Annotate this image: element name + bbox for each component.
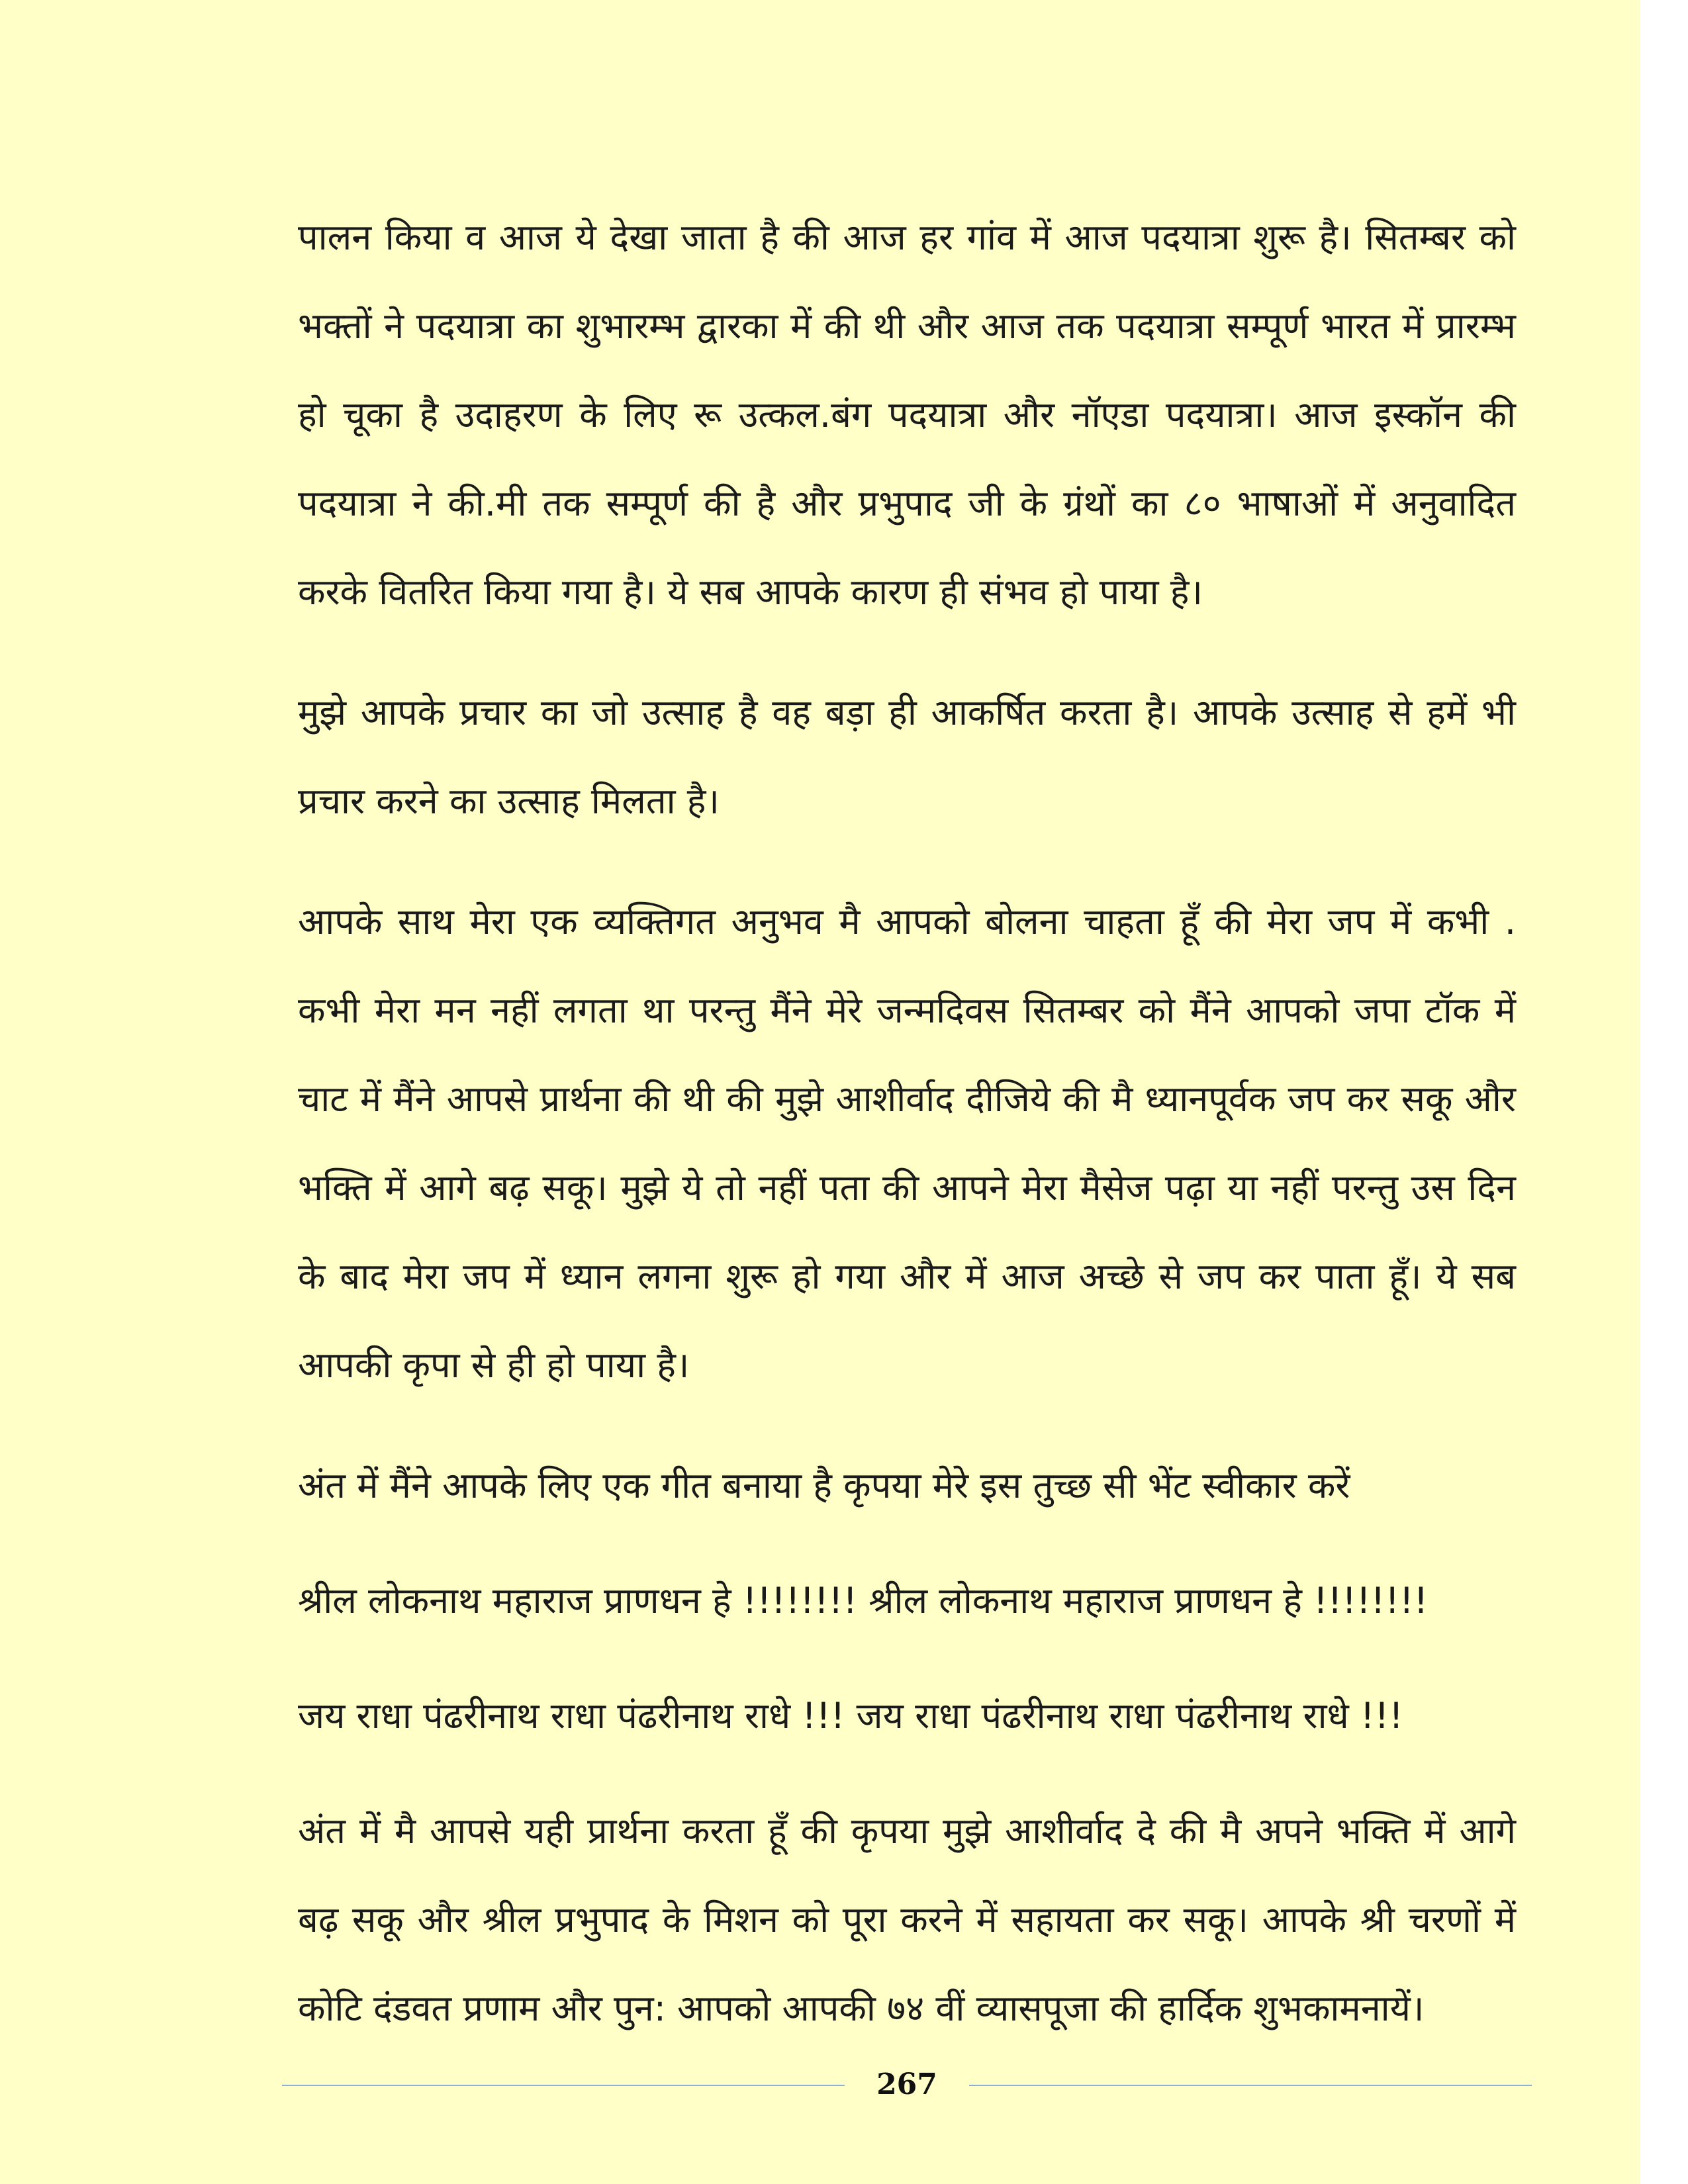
body-text [298, 193, 1516, 2085]
song-line-2: जय राधा पंढरीनाथ राधा पंढरीनाथ राधे !!! जय राधा पंढरीनाथ राधा पंढरीनाथ राधे !!! [298, 1695, 1403, 1737]
footer-rule-right [969, 2085, 1532, 2086]
page-footer [282, 2068, 1532, 2101]
paragraph-closing-prayer: अंत में मै आपसे यही प्रार्थना करता हूँ की कृपया मुझे आशीर्वाद दे की मै अपने भक्ति में आगे बढ़ सकू और श्रील प्रभुपाद के मिशन को पूरा करने में सहायता कर सकू। आपके श्री चरणों में कोटि दंडवत प्रणाम और पुन: आपको आपकी ७४ वीं व्यासपूजा की हार्दिक शुभकामनायें। [298, 1810, 1516, 2029]
paragraph-preaching: मुझे आपके प्रचार का जो उत्साह है वह बड़ा ही आकर्षित करता है। आपके उत्साह से हमें भी प्रचार करने का उत्साह मिलता है। [298, 692, 1516, 822]
paragraph-padyatra: पालन किया व आज ये देखा जाता है की आज हर गांव में आज पदयात्रा शुरू है। सितम्बर को भक्तों ने पदयात्रा का शुभारम्भ द्वारका में की थी और आज तक पदयात्रा सम्पूर्ण भारत में प्रारम्भ हो चूका है उदाहरण के लिए रू उत्कल.बंग पदयात्रा और नॉएडा पदयात्रा। आज इस्कॉन की पदयात्रा ने की.मी तक सम्पूर्ण की है और प्रभुपाद जी के ग्रंथों का ८० भाषाओं में अनुवादित करके वितरित किया गया है। ये सब आपके कारण ही संभव हो पाया है। [298, 216, 1516, 613]
song-line-1: श्रील लोकनाथ महाराज प्राणधन हे !!!!!!!! श्रील लोकनाथ महाराज प्राणधन हे !!!!!!!! [298, 1580, 1429, 1621]
footer-rule-left [282, 2085, 845, 2086]
paragraph-song-intro: अंत में मैंने आपके लिए एक गीत बनाया है कृपया मेरे इस तुच्छ सी भेंट स्वीकार करें [298, 1465, 1350, 1506]
paragraph-personal-experience: आपके साथ मेरा एक व्यक्तिगत अनुभव मै आपको बोलना चाहता हूँ की मेरा जप में कभी . कभी मेरा मन नहीं लगता था परन्तु मैंने मेरे जन्मदिवस सितम्बर को मैंने आपको जपा टॉक में चाट में मैंने आपसे प्रार्थना की थी की मुझे आशीर्वाद दीजिये की मै ध्यानपूर्वक जप कर सकू और भक्ति में आगे बढ़ सकू। मुझे ये तो नहीं पता की आपने मेरा मैसेज पढ़ा या नहीं परन्तु उस दिन के बाद मेरा जप में ध्यान लगना शुरू हो गया और में आज अच्छे से जप कर पाता हूँ। ये सब आपकी कृपा से ही हो पाया है। [298, 901, 1516, 1386]
page-number: 267 [876, 2068, 937, 2101]
